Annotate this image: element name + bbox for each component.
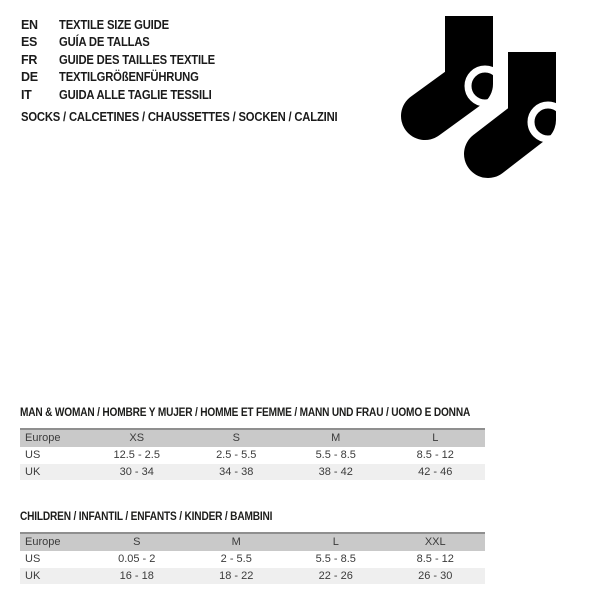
col-header-europe: Europe xyxy=(25,432,61,444)
man-woman-table xyxy=(20,428,485,480)
table-row-uk xyxy=(20,464,485,480)
table-header-row xyxy=(20,534,485,551)
row-label: US xyxy=(25,553,41,565)
language-code: EN xyxy=(21,17,38,32)
cell-value: 26 - 30 xyxy=(418,570,453,582)
children-title: CHILDREN / INFANTIL / ENFANTS / KINDER / BAMBINI xyxy=(20,511,273,523)
children-section xyxy=(20,511,485,584)
language-label: TEXTILE SIZE GUIDE xyxy=(59,17,169,32)
cell-value: 8.5 - 12 xyxy=(416,449,454,461)
cell-value: 22 - 26 xyxy=(318,570,353,582)
cell-value: 38 - 42 xyxy=(318,466,353,478)
cell-value: 30 - 34 xyxy=(119,466,154,478)
language-code: ES xyxy=(21,35,38,50)
col-header-europe: Europe xyxy=(25,536,61,548)
row-label: UK xyxy=(25,570,41,582)
cell-value: 34 - 38 xyxy=(219,466,254,478)
language-label: GUIDE DES TAILLES TEXTILE xyxy=(59,52,215,67)
language-label: GUIDA ALLE TAGLIE TESSILI xyxy=(59,87,212,102)
category-heading: SOCKS / CALCETINES / CHAUSSETTES / SOCKEN / CALZINI xyxy=(21,110,338,124)
children-table xyxy=(20,532,485,584)
language-row-de xyxy=(21,69,232,87)
col-header-m: M xyxy=(331,432,341,444)
col-header-s: S xyxy=(232,432,240,444)
language-code: FR xyxy=(21,52,38,67)
table-row-us xyxy=(20,551,485,568)
table-header-row xyxy=(20,430,485,447)
col-header-l: L xyxy=(332,536,339,548)
cell-value: 12.5 - 2.5 xyxy=(113,449,160,461)
col-header-m: M xyxy=(231,536,241,548)
col-header-xxl: XXL xyxy=(424,536,446,548)
row-label: US xyxy=(25,449,41,461)
row-label: UK xyxy=(25,466,41,478)
man-woman-section xyxy=(20,407,485,480)
language-row-fr xyxy=(21,51,232,69)
cell-value: 0.05 - 2 xyxy=(118,553,156,565)
language-label: GUÍA DE TALLAS xyxy=(59,35,150,50)
language-row-it xyxy=(21,86,232,104)
socks-icon xyxy=(392,12,560,188)
cell-value: 18 - 22 xyxy=(219,570,254,582)
table-row-us xyxy=(20,447,485,464)
language-list xyxy=(21,16,232,104)
man-woman-title: MAN & WOMAN / HOMBRE Y MUJER / HOMME ET FEMME / MANN UND FRAU / UOMO E DONNA xyxy=(20,407,471,419)
cell-value: 16 - 18 xyxy=(119,570,154,582)
col-header-xs: XS xyxy=(129,432,145,444)
language-code: IT xyxy=(21,87,32,102)
language-row-es xyxy=(21,34,232,52)
cell-value: 2.5 - 5.5 xyxy=(216,449,257,461)
table-row-uk xyxy=(20,568,485,584)
cell-value: 5.5 - 8.5 xyxy=(315,449,356,461)
cell-value: 2 - 5.5 xyxy=(220,553,252,565)
cell-value: 42 - 46 xyxy=(418,466,453,478)
col-header-s: S xyxy=(133,536,141,548)
cell-value: 8.5 - 12 xyxy=(416,553,454,565)
socks-icon-svg xyxy=(392,12,560,188)
col-header-l: L xyxy=(432,432,439,444)
cell-value: 5.5 - 8.5 xyxy=(315,553,356,565)
language-code: DE xyxy=(21,70,38,85)
language-row-en xyxy=(21,16,232,34)
language-label: TEXTILGRÖßENFÜHRUNG xyxy=(59,70,199,85)
